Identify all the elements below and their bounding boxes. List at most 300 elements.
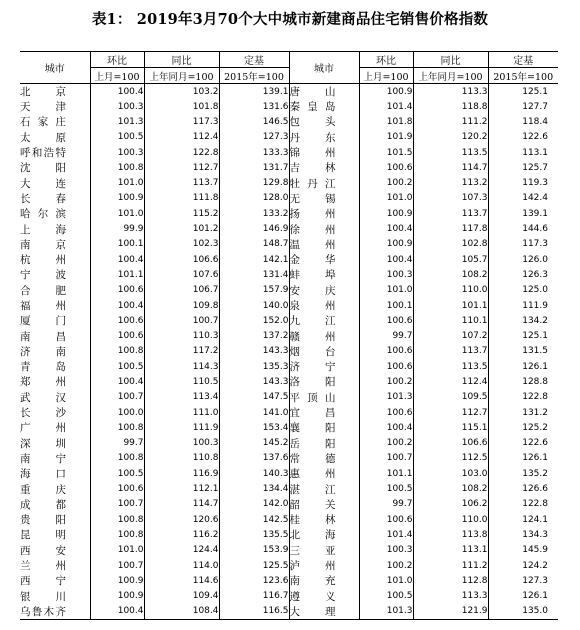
left-fixed-cell: 129.8 [219, 175, 289, 190]
left-yoy-cell: 111.0 [144, 405, 219, 420]
left-yoy-cell: 111.8 [144, 191, 219, 206]
right-mom-cell: 101.8 [359, 114, 413, 129]
left-city-cell [20, 191, 90, 206]
right-fixed-cell: 127.7 [488, 99, 558, 114]
right-fixed-cell: 128.8 [488, 374, 558, 389]
left-fixed-header: 定基 [219, 52, 289, 68]
left-city-name: 天津 [20, 101, 66, 114]
right-fixed-cell: 119.3 [488, 175, 558, 190]
left-yoy-cell: 120.6 [144, 512, 219, 527]
left-city-cell [20, 405, 90, 420]
right-fixed-cell: 125.2 [488, 420, 558, 435]
right-yoy-cell: 109.5 [413, 390, 488, 405]
right-yoy-cell: 106.6 [413, 436, 488, 451]
right-mom-cell: 100.6 [359, 313, 413, 328]
right-mom-cell: 101.0 [359, 573, 413, 588]
left-yoy-base: 上年同月=100 [144, 68, 219, 84]
table-row [20, 130, 558, 145]
right-mom-cell: 100.2 [359, 558, 413, 573]
right-mom-cell: 100.7 [359, 451, 413, 466]
right-fixed-cell: 125.7 [488, 160, 558, 175]
left-city-cell [20, 344, 90, 359]
left-fixed-cell: 142.5 [219, 512, 289, 527]
left-fixed-cell: 148.7 [219, 237, 289, 252]
right-city-name: 洛阳 [289, 376, 336, 389]
table-row [20, 99, 558, 114]
left-mom-cell: 101.0 [90, 175, 144, 190]
right-fixed-cell: 117.3 [488, 237, 558, 252]
table-row [20, 221, 558, 236]
right-fixed-cell: 134.3 [488, 527, 558, 542]
right-yoy-cell: 110.1 [413, 313, 488, 328]
right-fixed-cell: 135.0 [488, 604, 558, 620]
left-city-name: 深圳 [20, 437, 66, 450]
left-yoy-cell: 122.8 [144, 145, 219, 160]
left-city-cell [20, 527, 90, 542]
right-fixed-header: 定基 [488, 52, 558, 68]
right-city-name: 宜昌 [289, 407, 336, 420]
left-yoy-cell: 103.2 [144, 84, 219, 100]
right-yoy-cell: 108.2 [413, 481, 488, 496]
left-city-name: 贵阳 [20, 514, 66, 527]
left-yoy-header: 同比 [144, 52, 219, 68]
left-city-cell [20, 267, 90, 282]
left-city-cell [20, 160, 90, 175]
left-city-name: 海口 [20, 468, 66, 481]
right-mom-cell: 100.6 [359, 512, 413, 527]
right-fixed-cell: 126.0 [488, 252, 558, 267]
table-row [20, 527, 558, 542]
left-fixed-cell: 146.5 [219, 114, 289, 129]
left-fixed-cell: 127.3 [219, 130, 289, 145]
right-fixed-cell: 131.2 [488, 405, 558, 420]
left-fixed-cell: 146.9 [219, 221, 289, 236]
right-yoy-cell: 113.1 [413, 543, 488, 558]
right-yoy-cell: 108.2 [413, 267, 488, 282]
table-row [20, 328, 558, 343]
left-city-cell [20, 313, 90, 328]
left-city-name: 昆明 [20, 529, 66, 542]
left-mom-cell: 100.6 [90, 283, 144, 298]
right-city-cell [289, 267, 359, 282]
table-row [20, 573, 558, 588]
table-body [20, 84, 558, 620]
left-yoy-cell: 108.4 [144, 604, 219, 620]
table-title: 表1： 2019年3月70个大中城市新建商品住宅销售价格指数 [91, 11, 489, 28]
right-fixed-cell: 144.6 [488, 221, 558, 236]
left-yoy-cell: 112.1 [144, 481, 219, 496]
left-city-cell [20, 298, 90, 313]
right-city-name: 泉州 [289, 300, 336, 312]
left-fixed-cell: 139.1 [219, 84, 289, 100]
table-row [20, 436, 558, 451]
left-mom-cell: 101.0 [90, 206, 144, 221]
left-mom-cell: 99.9 [90, 221, 144, 236]
right-city-cell [289, 99, 359, 114]
right-city-name: 金华 [289, 254, 336, 267]
left-city-cell [20, 451, 90, 466]
left-mom-cell: 100.8 [90, 344, 144, 359]
left-city-cell [20, 175, 90, 190]
right-city-name: 平顶山 [289, 391, 336, 404]
left-yoy-cell: 111.9 [144, 420, 219, 435]
right-fixed-cell: 122.8 [488, 390, 558, 405]
right-city-name: 遵义 [289, 590, 336, 603]
left-mom-cell: 100.3 [90, 99, 144, 114]
right-city-name: 襄阳 [289, 422, 336, 435]
left-fixed-cell: 116.7 [219, 589, 289, 604]
right-mom-cell: 101.4 [359, 527, 413, 542]
right-yoy-cell: 115.1 [413, 420, 488, 435]
right-yoy-cell: 121.9 [413, 604, 488, 620]
left-mom-cell: 100.8 [90, 420, 144, 435]
left-fixed-cell: 131.4 [219, 267, 289, 282]
table-row [20, 237, 558, 252]
right-yoy-cell: 101.1 [413, 298, 488, 313]
right-yoy-cell: 113.3 [413, 84, 488, 100]
right-city-cell [289, 160, 359, 175]
table-row [20, 466, 558, 481]
right-mom-cell: 100.4 [359, 252, 413, 267]
left-city-cell [20, 359, 90, 374]
left-yoy-cell: 124.4 [144, 543, 219, 558]
right-city-name: 丹东 [289, 131, 336, 144]
right-fixed-cell: 126.1 [488, 359, 558, 374]
right-city-cell [289, 497, 359, 512]
right-fixed-cell: 125.1 [488, 84, 558, 100]
left-mom-cell: 100.8 [90, 512, 144, 527]
right-yoy-header: 同比 [413, 52, 488, 68]
right-fixed-cell: 125.0 [488, 283, 558, 298]
right-city-cell [289, 206, 359, 221]
left-city-cell [20, 206, 90, 221]
right-yoy-cell: 114.7 [413, 160, 488, 175]
left-fixed-cell: 131.6 [219, 99, 289, 114]
left-city-name: 北京 [20, 86, 66, 98]
right-city-cell [289, 405, 359, 420]
right-yoy-cell: 111.2 [413, 558, 488, 573]
left-city-name: 乌鲁木齐 [20, 605, 66, 618]
left-fixed-cell: 131.7 [219, 160, 289, 175]
right-city-name: 牡丹江 [289, 177, 336, 190]
right-mom-cell: 100.5 [359, 589, 413, 604]
right-city-cell [289, 298, 359, 313]
table-row [20, 206, 558, 221]
right-city-name: 无锡 [289, 192, 336, 205]
right-city-name: 赣州 [289, 330, 336, 343]
right-city-name: 扬州 [289, 208, 336, 221]
right-city-name: 岳阳 [289, 437, 336, 450]
left-city-name: 武汉 [20, 391, 66, 404]
left-fixed-base: 2015年=100 [219, 68, 289, 84]
left-yoy-cell: 106.6 [144, 252, 219, 267]
left-yoy-cell: 114.6 [144, 573, 219, 588]
left-city-name: 沈阳 [20, 162, 66, 175]
right-city-name: 泸州 [289, 560, 336, 573]
left-yoy-cell: 114.0 [144, 558, 219, 573]
right-city-cell [289, 328, 359, 343]
left-yoy-cell: 117.2 [144, 344, 219, 359]
right-yoy-cell: 110.0 [413, 512, 488, 527]
right-city-name: 秦皇岛 [289, 101, 336, 114]
left-fixed-cell: 143.3 [219, 344, 289, 359]
table-row [20, 313, 558, 328]
left-mom-cell: 100.7 [90, 390, 144, 405]
right-mom-cell: 100.2 [359, 374, 413, 389]
left-yoy-cell: 100.3 [144, 436, 219, 451]
table-row [20, 543, 558, 558]
left-fixed-cell: 125.5 [219, 558, 289, 573]
right-city-cell [289, 573, 359, 588]
right-yoy-cell: 112.7 [413, 405, 488, 420]
left-fixed-cell: 134.4 [219, 481, 289, 496]
left-city-name: 兰州 [20, 560, 66, 573]
right-city-header: 城市 [289, 52, 359, 84]
left-city-cell [20, 466, 90, 481]
right-yoy-base: 上年同月=100 [413, 68, 488, 84]
right-city-cell [289, 604, 359, 620]
table-row [20, 390, 558, 405]
right-fixed-cell: 126.6 [488, 481, 558, 496]
right-yoy-cell: 113.7 [413, 206, 488, 221]
right-city-name: 北海 [289, 529, 336, 542]
left-mom-cell: 101.0 [90, 543, 144, 558]
left-mom-cell: 100.3 [90, 145, 144, 160]
left-city-cell [20, 145, 90, 160]
left-yoy-cell: 112.7 [144, 160, 219, 175]
right-mom-cell: 101.0 [359, 283, 413, 298]
left-mom-cell: 100.8 [90, 451, 144, 466]
left-yoy-cell: 101.2 [144, 221, 219, 236]
right-city-cell [289, 451, 359, 466]
right-city-name: 吉林 [289, 162, 336, 175]
left-city-cell [20, 604, 90, 620]
left-mom-cell: 100.5 [90, 466, 144, 481]
left-fixed-cell: 142.1 [219, 252, 289, 267]
right-city-cell [289, 466, 359, 481]
left-city-cell [20, 114, 90, 129]
left-city-name: 重庆 [20, 483, 66, 496]
table-row [20, 512, 558, 527]
left-fixed-cell: 137.6 [219, 451, 289, 466]
right-mom-cell: 100.6 [359, 160, 413, 175]
right-city-cell [289, 130, 359, 145]
left-mom-cell: 100.0 [90, 405, 144, 420]
left-mom-cell: 100.5 [90, 130, 144, 145]
left-mom-cell: 100.9 [90, 191, 144, 206]
left-city-name: 青岛 [20, 361, 66, 374]
left-fixed-cell: 143.3 [219, 374, 289, 389]
left-yoy-cell: 116.2 [144, 527, 219, 542]
table-row [20, 283, 558, 298]
right-mom-cell: 100.4 [359, 221, 413, 236]
right-fixed-cell: 111.9 [488, 298, 558, 313]
price-index-table [20, 51, 558, 620]
right-city-cell [289, 114, 359, 129]
right-mom-cell: 100.6 [359, 405, 413, 420]
right-yoy-cell: 111.2 [413, 114, 488, 129]
left-mom-cell: 100.9 [90, 573, 144, 588]
left-mom-cell: 100.8 [90, 527, 144, 542]
table-row [20, 359, 558, 374]
left-yoy-cell: 101.8 [144, 99, 219, 114]
right-mom-cell: 99.7 [359, 497, 413, 512]
table-row [20, 481, 558, 496]
left-city-name: 西宁 [20, 575, 66, 588]
left-yoy-cell: 112.4 [144, 130, 219, 145]
table-row [20, 84, 558, 100]
right-yoy-cell: 113.7 [413, 344, 488, 359]
left-yoy-cell: 109.4 [144, 589, 219, 604]
right-city-name: 济宁 [289, 361, 336, 374]
left-city-name: 合肥 [20, 284, 66, 297]
right-city-cell [289, 191, 359, 206]
right-city-cell [289, 221, 359, 236]
left-city-cell [20, 130, 90, 145]
left-fixed-cell: 142.0 [219, 497, 289, 512]
right-fixed-cell: 142.4 [488, 191, 558, 206]
right-fixed-cell: 122.6 [488, 436, 558, 451]
right-city-cell [289, 313, 359, 328]
right-fixed-cell: 134.2 [488, 313, 558, 328]
right-fixed-cell: 122.6 [488, 130, 558, 145]
left-city-cell [20, 374, 90, 389]
left-mom-cell: 100.5 [90, 359, 144, 374]
left-mom-cell: 100.4 [90, 298, 144, 313]
right-yoy-cell: 106.2 [413, 497, 488, 512]
right-yoy-cell: 103.0 [413, 466, 488, 481]
right-mom-cell: 100.3 [359, 543, 413, 558]
left-mom-cell: 100.6 [90, 481, 144, 496]
left-city-name: 长沙 [20, 407, 66, 420]
right-mom-cell: 100.5 [359, 481, 413, 496]
right-city-name: 安庆 [289, 284, 336, 297]
right-city-name: 韶关 [289, 498, 336, 511]
left-mom-cell: 100.4 [90, 374, 144, 389]
left-yoy-cell: 114.7 [144, 497, 219, 512]
left-city-name: 福州 [20, 300, 66, 312]
right-fixed-cell: 127.3 [488, 573, 558, 588]
left-city-cell [20, 497, 90, 512]
left-mom-cell: 100.7 [90, 497, 144, 512]
right-fixed-cell: 126.1 [488, 451, 558, 466]
left-city-name: 济南 [20, 345, 66, 358]
right-fixed-base: 2015年=100 [488, 68, 558, 84]
left-yoy-cell: 109.8 [144, 298, 219, 313]
right-city-cell [289, 481, 359, 496]
left-fixed-cell: 123.6 [219, 573, 289, 588]
right-yoy-cell: 110.0 [413, 283, 488, 298]
left-city-cell [20, 221, 90, 236]
table-row [20, 374, 558, 389]
table-row [20, 344, 558, 359]
right-city-cell [289, 359, 359, 374]
right-fixed-cell: 118.4 [488, 114, 558, 129]
right-yoy-cell: 113.3 [413, 589, 488, 604]
left-mom-cell: 99.7 [90, 436, 144, 451]
right-yoy-cell: 112.8 [413, 573, 488, 588]
left-city-cell [20, 237, 90, 252]
right-city-cell [289, 344, 359, 359]
right-city-name: 惠州 [289, 468, 336, 481]
right-fixed-cell: 113.1 [488, 145, 558, 160]
right-city-name: 大理 [289, 605, 336, 618]
right-yoy-cell: 102.8 [413, 237, 488, 252]
right-fixed-cell: 126.1 [488, 589, 558, 604]
table-row [20, 604, 558, 620]
left-city-name: 西安 [20, 544, 66, 557]
table-row [20, 558, 558, 573]
right-city-name: 三亚 [289, 544, 336, 557]
left-city-cell [20, 84, 90, 100]
left-yoy-cell: 102.3 [144, 237, 219, 252]
table-row [20, 497, 558, 512]
right-fixed-cell: 139.1 [488, 206, 558, 221]
table-row [20, 589, 558, 604]
left-fixed-cell: 145.2 [219, 436, 289, 451]
right-mom-cell: 101.1 [359, 466, 413, 481]
left-fixed-cell: 116.5 [219, 604, 289, 620]
left-city-header: 城市 [20, 52, 90, 84]
right-city-cell [289, 252, 359, 267]
right-mom-cell: 101.3 [359, 390, 413, 405]
right-city-cell [289, 84, 359, 100]
left-city-name: 杭州 [20, 254, 66, 267]
right-city-cell [289, 283, 359, 298]
right-fixed-cell: 131.5 [488, 344, 558, 359]
left-fixed-cell: 135.5 [219, 527, 289, 542]
left-fixed-cell: 133.3 [219, 145, 289, 160]
right-mom-cell: 101.5 [359, 145, 413, 160]
table-row [20, 191, 558, 206]
right-mom-cell: 101.3 [359, 604, 413, 620]
right-fixed-cell: 145.9 [488, 543, 558, 558]
left-yoy-cell: 116.9 [144, 466, 219, 481]
right-yoy-cell: 105.7 [413, 252, 488, 267]
left-city-name: 南宁 [20, 452, 66, 465]
left-city-name: 太原 [20, 131, 66, 144]
right-fixed-cell: 122.8 [488, 497, 558, 512]
right-city-name: 温州 [289, 238, 336, 251]
left-yoy-cell: 110.3 [144, 328, 219, 343]
right-city-name: 蚌埠 [289, 269, 336, 282]
left-mom-cell: 101.1 [90, 267, 144, 282]
table-row [20, 114, 558, 129]
left-mom-cell: 101.3 [90, 114, 144, 129]
right-city-cell [289, 527, 359, 542]
right-mom-cell: 100.2 [359, 175, 413, 190]
table-row [20, 405, 558, 420]
table-row [20, 252, 558, 267]
right-yoy-cell: 117.8 [413, 221, 488, 236]
left-mom-cell: 100.4 [90, 84, 144, 100]
left-city-name: 上海 [20, 223, 66, 236]
left-city-cell [20, 390, 90, 405]
right-mom-cell: 100.9 [359, 237, 413, 252]
left-city-name: 厦门 [20, 315, 66, 328]
left-city-cell [20, 543, 90, 558]
left-city-cell [20, 436, 90, 451]
left-fixed-cell: 135.3 [219, 359, 289, 374]
left-city-cell [20, 420, 90, 435]
left-city-name: 南京 [20, 238, 66, 251]
right-yoy-cell: 113.5 [413, 145, 488, 160]
right-mom-cell: 100.9 [359, 206, 413, 221]
right-mom-header: 环比 [359, 52, 413, 68]
right-city-cell [289, 543, 359, 558]
left-mom-cell: 100.9 [90, 589, 144, 604]
left-mom-cell: 100.6 [90, 328, 144, 343]
